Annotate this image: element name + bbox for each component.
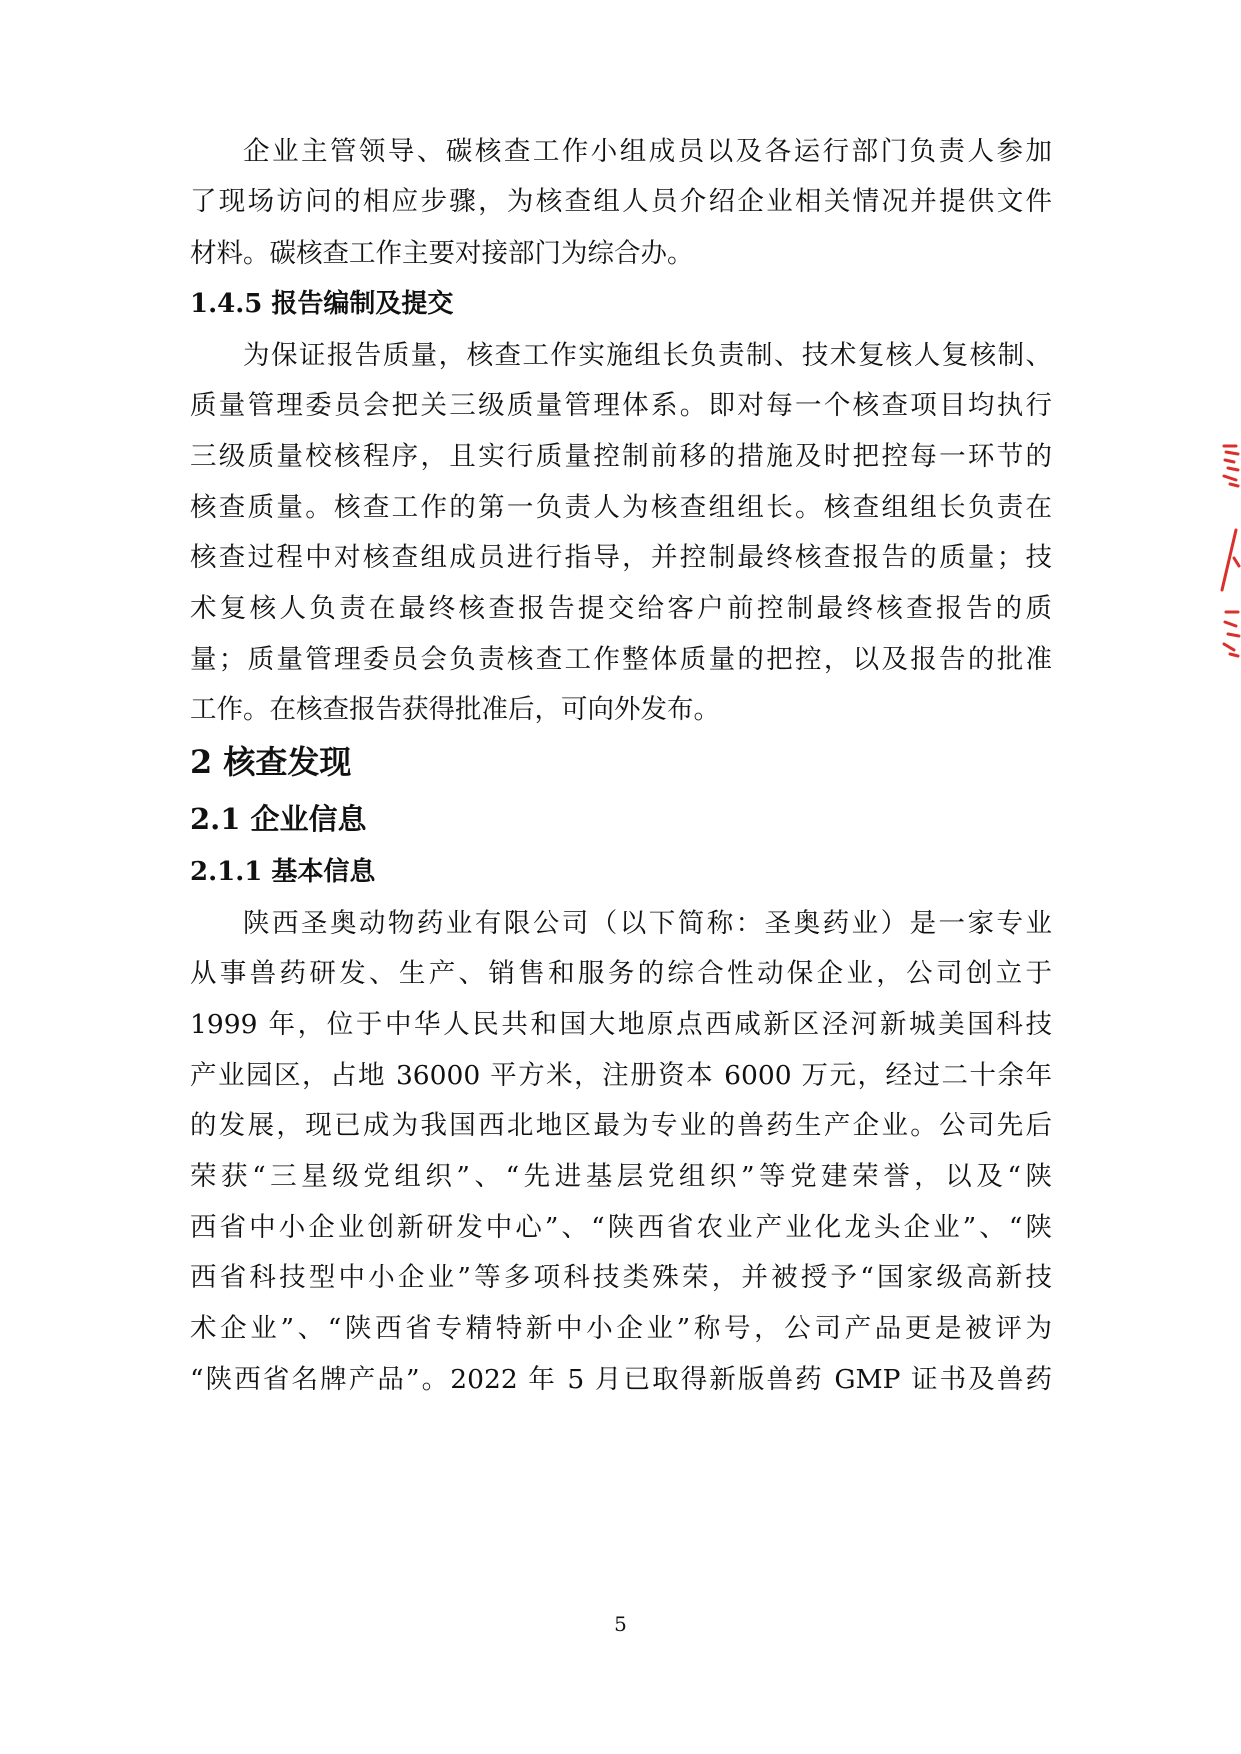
paragraph-line: 术复核人负责在最终核查报告提交给客户前控制最终核查报告的质	[190, 593, 1052, 624]
paragraph-line: “陕西省名牌产品”。2022 年 5 月已取得新版兽药 GMP 证书及兽药	[190, 1364, 1052, 1395]
paragraph-line: 工作。在核查报告获得批准后，可向外发布。	[190, 694, 720, 725]
paragraph-line: 量；质量管理委员会负责核查工作整体质量的把控，以及报告的批准	[190, 644, 1052, 675]
heading-2: 2 核查发现	[190, 743, 352, 781]
heading-2-1: 2.1 企业信息	[190, 802, 367, 836]
paragraph-line: 的发展，现已成为我国西北地区最为专业的兽药生产企业。公司先后	[190, 1110, 1052, 1141]
paragraph-line: 核查过程中对核查组成员进行指导，并控制最终核查报告的质量；技	[190, 542, 1052, 573]
paragraph-line: 质量管理委员会把关三级质量管理体系。即对每一个核查项目均执行	[190, 390, 1052, 421]
paragraph-line: 企业主管领导、碳核查工作小组成员以及各运行部门负责人参加	[243, 136, 1052, 167]
paragraph-line: 术企业”、“陕西省专精特新中小企业”称号，公司产品更是被评为	[190, 1313, 1052, 1344]
paragraph-line: 产业园区，占地 36000 平方米，注册资本 6000 万元，经过二十余年	[190, 1060, 1052, 1091]
paragraph-line: 材料。碳核查工作主要对接部门为综合办。	[190, 238, 694, 269]
heading-2-1-1: 2.1.1 基本信息	[190, 857, 376, 887]
paragraph-line: 西省中小企业创新研发中心”、“陕西省农业产业化龙头企业”、“陕	[190, 1212, 1052, 1243]
paragraph-line: 西省科技型中小企业”等多项科技类殊荣，并被授予“国家级高新技	[190, 1262, 1052, 1293]
paragraph-line: 1999 年，位于中华人民共和国大地原点西咸新区泾河新城美国科技	[190, 1009, 1052, 1040]
paragraph-line: 从事兽药研发、生产、销售和服务的综合性动保企业，公司创立于	[190, 958, 1052, 989]
paragraph-line: 荣获“三星级党组织”、“先进基层党组织”等党建荣誉，以及“陕	[190, 1161, 1052, 1192]
paragraph-line: 三级质量校核程序，且实行质量控制前移的措施及时把控每一环节的	[190, 441, 1052, 472]
paragraph-line: 陕西圣奥动物药业有限公司（以下简称：圣奥药业）是一家专业	[243, 908, 1052, 939]
paragraph-line: 核查质量。核查工作的第一负责人为核查组组长。核查组组长负责在	[190, 492, 1052, 523]
page-number: 5	[614, 1612, 627, 1636]
heading-1-4-5: 1.4.5 报告编制及提交	[190, 289, 454, 319]
paragraph-line: 为保证报告质量，核查工作实施组长负责制、技术复核人复核制、	[243, 340, 1052, 371]
red-seal-stamp	[1216, 440, 1241, 710]
paragraph-line: 了现场访问的相应步骤，为核查组人员介绍企业相关情况并提供文件	[190, 186, 1052, 217]
